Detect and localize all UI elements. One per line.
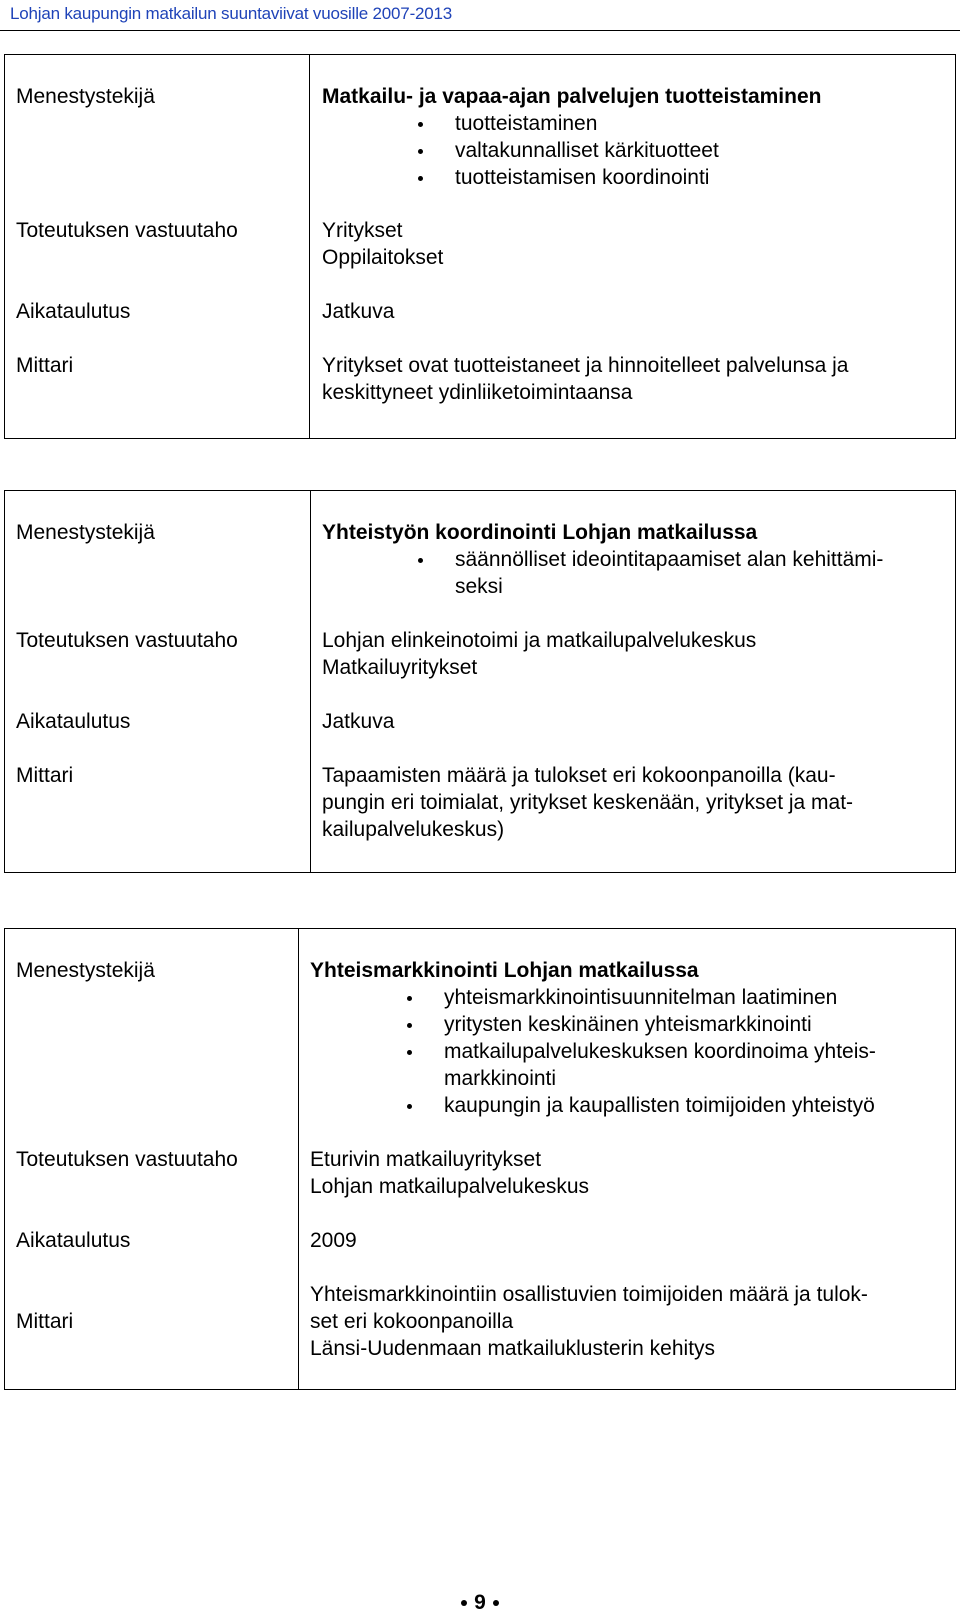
bullet-item-continued: seksi [455, 575, 503, 598]
factor-title: Matkailu- ja vapaa-ajan palvelujen tuotteistaminen [322, 85, 822, 108]
column-divider [298, 929, 299, 1389]
label-vastuutaho: Toteutuksen vastuutaho [16, 629, 238, 652]
document-title: Lohjan kaupungin matkailun suuntaviivat vuosille 2007-2013 [10, 4, 453, 23]
aikataulutus-value: 2009 [310, 1229, 357, 1252]
label-mittari: Mittari [16, 354, 74, 377]
vastuutaho-line: Lohjan elinkeinotoimi ja matkailupalvelukeskus [322, 629, 757, 652]
mittari-line: Yritykset ovat tuotteistaneet ja hinnoitelleet palvelunsa ja [322, 354, 849, 377]
label-aikataulutus: Aikataulutus [16, 300, 131, 323]
mittari-line: Tapaamisten määrä ja tulokset eri kokoonpanoilla (kau- [322, 764, 836, 787]
bullet-dot-icon [493, 1600, 499, 1606]
bullet-item: tuotteistamisen koordinointi [455, 166, 710, 189]
column-divider [310, 491, 311, 872]
bullet-item: tuotteistaminen [455, 112, 598, 135]
column-divider [309, 55, 310, 438]
bullet-item: matkailupalvelukeskuksen koordinoima yhteis- [444, 1040, 876, 1063]
bullet-item: yritysten keskinäinen yhteismarkkinointi [444, 1013, 812, 1036]
page-footer [0, 1590, 960, 1616]
bullet-item-continued: markkinointi [444, 1067, 557, 1090]
document-header [0, 0, 960, 31]
bullet-item: säännölliset ideointitapaamiset alan kehittämi- [455, 548, 884, 571]
vastuutaho-line: Oppilaitokset [322, 246, 444, 269]
label-menestystekija: Menestystekijä [16, 85, 155, 108]
bullet-dot-icon [461, 1600, 467, 1606]
label-vastuutaho: Toteutuksen vastuutaho [16, 219, 238, 242]
bullet-item: kaupungin ja kaupallisten toimijoiden yhteistyö [444, 1094, 875, 1117]
page-number: 9 [474, 1591, 486, 1614]
vastuutaho-line: Eturivin matkailuyritykset [310, 1148, 542, 1171]
label-vastuutaho: Toteutuksen vastuutaho [16, 1148, 238, 1171]
mittari-line: pungin eri toimialat, yritykset keskenään, yritykset ja mat- [322, 791, 854, 814]
mittari-line: Länsi-Uudenmaan matkailuklusterin kehitys [310, 1337, 716, 1360]
vastuutaho-line: Matkailuyritykset [322, 656, 478, 679]
bullet-item: yhteismarkkinointisuunnitelman laatiminen [444, 986, 838, 1009]
vastuutaho-line: Lohjan matkailupalvelukeskus [310, 1175, 589, 1198]
factor-title: Yhteismarkkinointi Lohjan matkailussa [310, 959, 699, 982]
aikataulutus-value: Jatkuva [322, 300, 395, 323]
factor-title: Yhteistyön koordinointi Lohjan matkailussa [322, 521, 758, 544]
label-menestystekija: Menestystekijä [16, 521, 155, 544]
mittari-line: kailupalvelukeskus) [322, 818, 505, 841]
label-mittari: Mittari [16, 1310, 74, 1333]
mittari-line: keskittyneet ydinliiketoimintaansa [322, 381, 633, 404]
mittari-line: Yhteismarkkinointiin osallistuvien toimijoiden määrä ja tulok- [310, 1283, 868, 1306]
aikataulutus-value: Jatkuva [322, 710, 395, 733]
vastuutaho-line: Yritykset [322, 219, 403, 242]
label-menestystekija: Menestystekijä [16, 959, 155, 982]
bullet-item: valtakunnalliset kärkituotteet [455, 139, 719, 162]
label-aikataulutus: Aikataulutus [16, 710, 131, 733]
label-aikataulutus: Aikataulutus [16, 1229, 131, 1252]
label-mittari: Mittari [16, 764, 74, 787]
mittari-line: set eri kokoonpanoilla [310, 1310, 514, 1333]
